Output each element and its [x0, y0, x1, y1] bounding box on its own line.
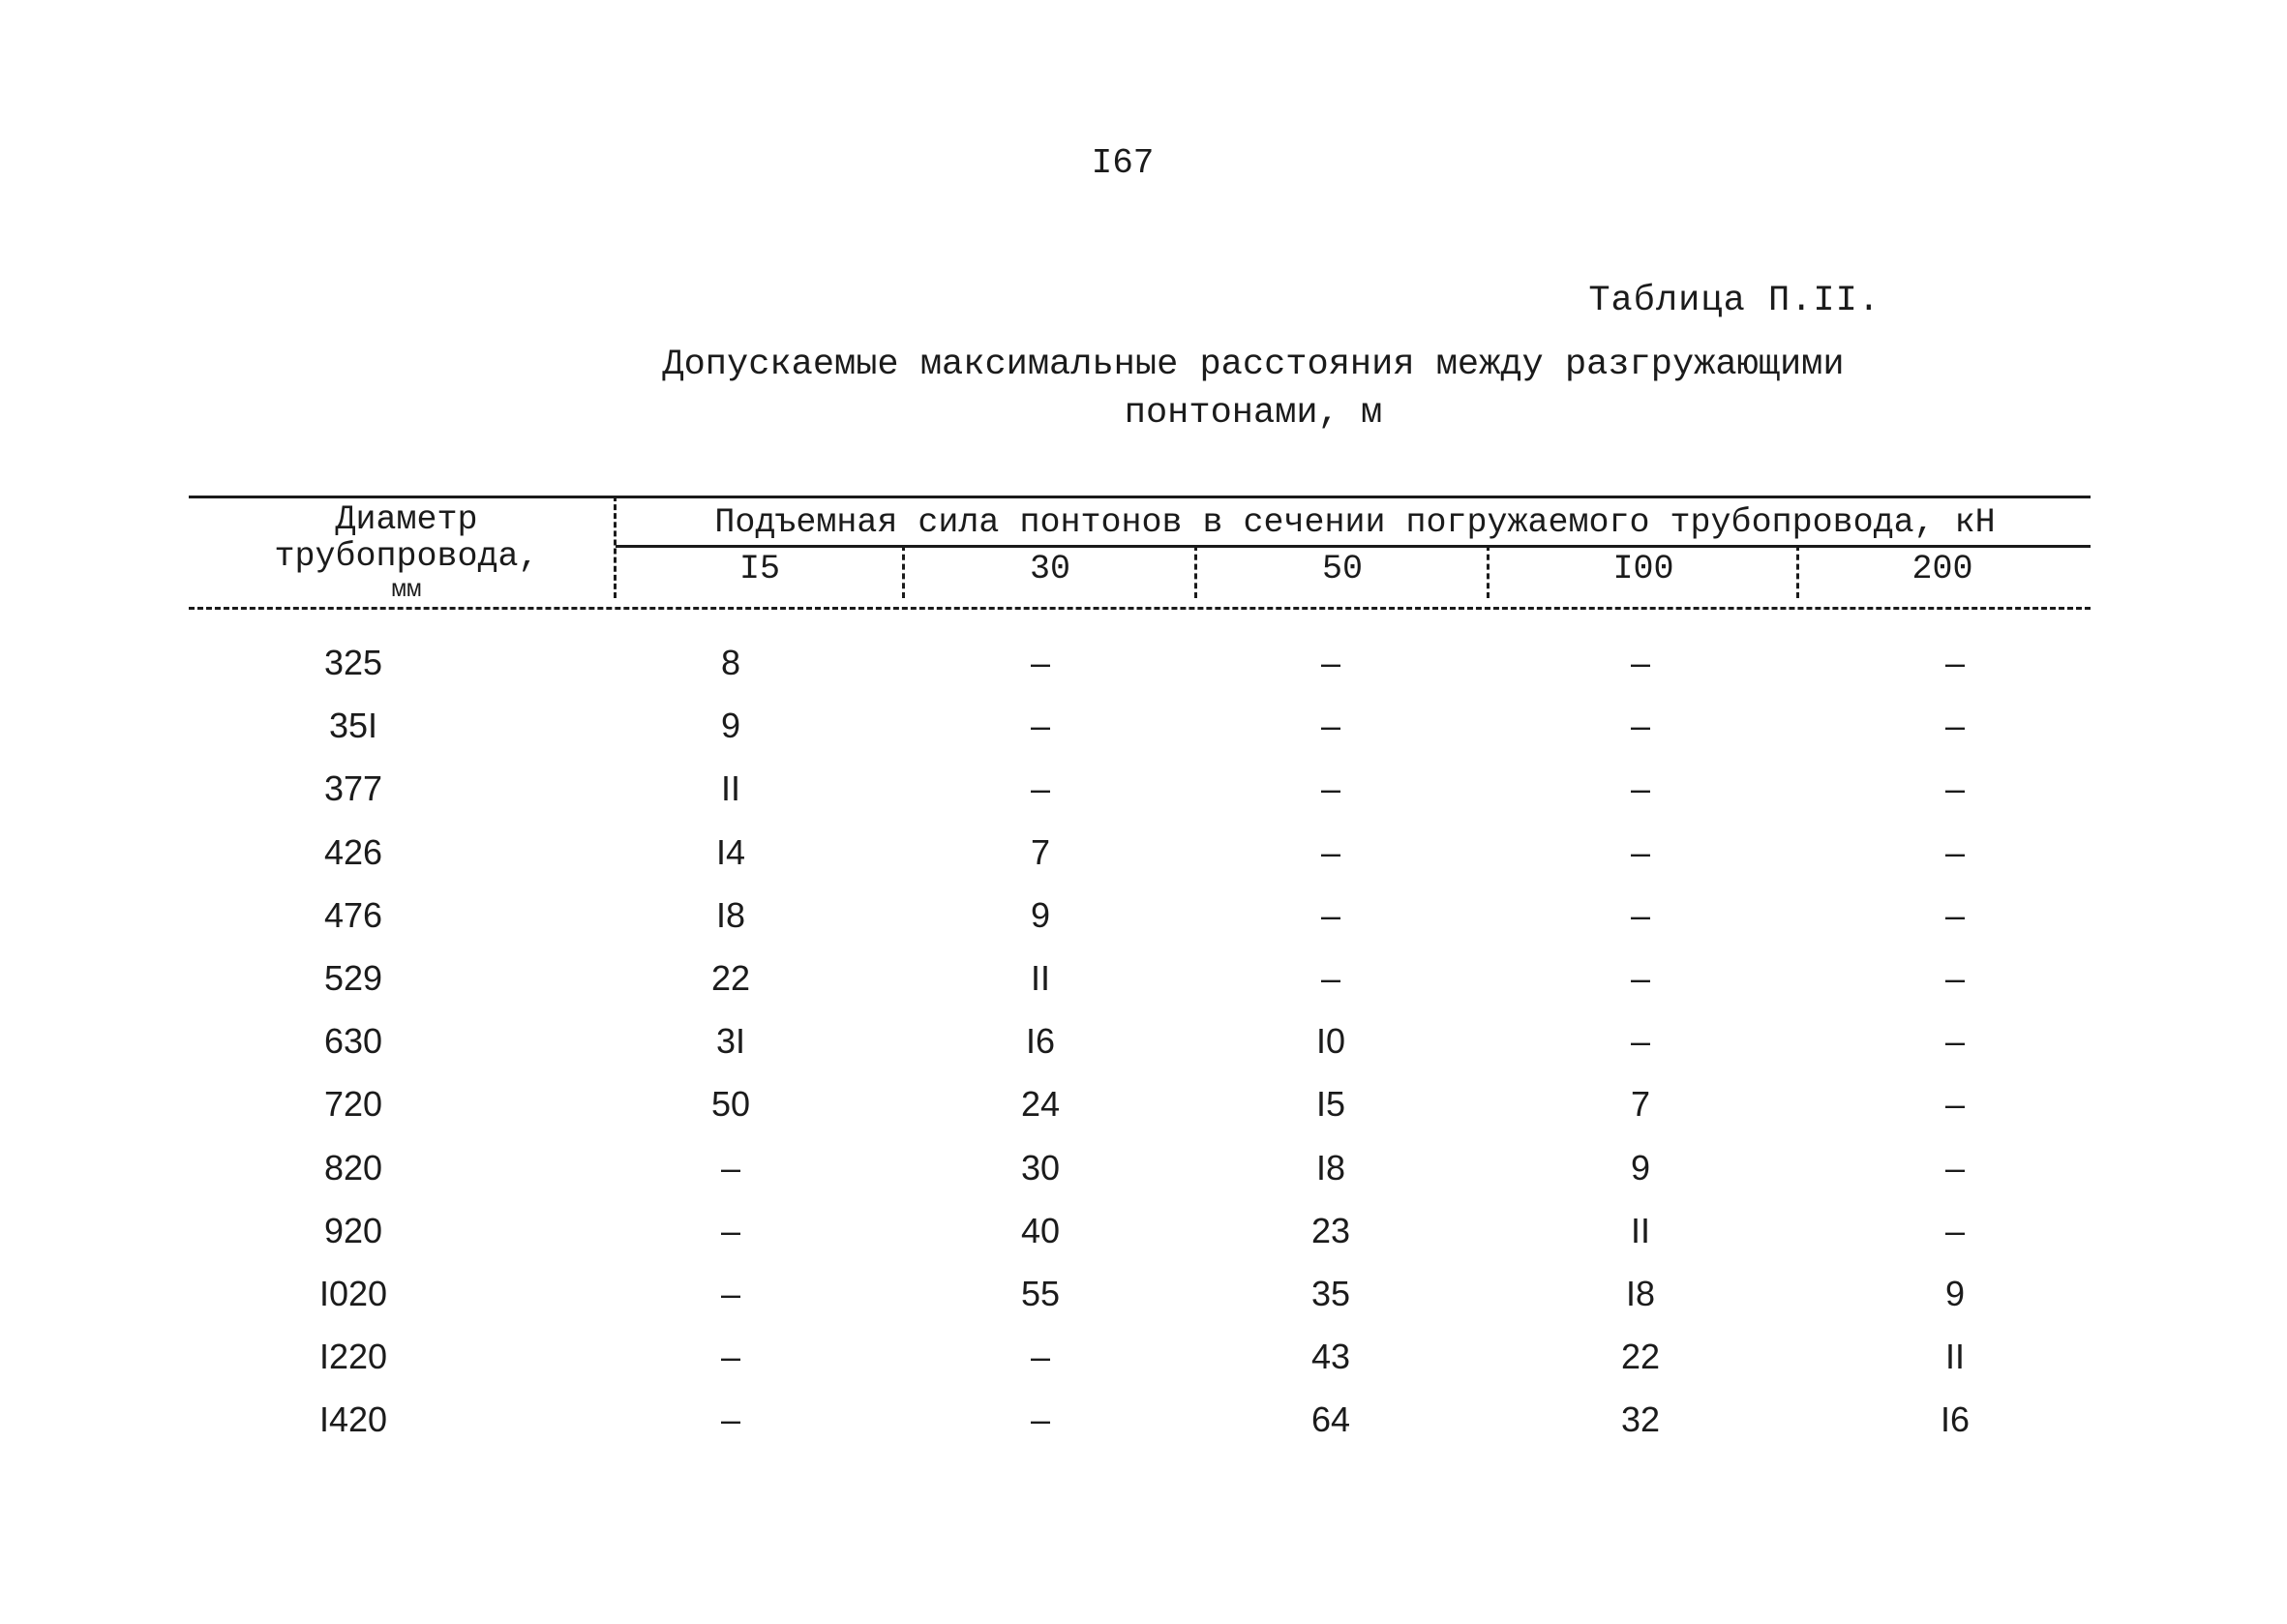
- table-row: [0, 768, 2287, 830]
- value-cell: –: [720, 1337, 741, 1377]
- value-cell: II: [720, 768, 740, 809]
- value-cell: –: [1944, 958, 1966, 998]
- value-cell: –: [1944, 894, 1966, 935]
- rule-bottom: [189, 607, 2091, 610]
- value-cell: –: [720, 1399, 741, 1440]
- header-col-30: 30: [1029, 550, 1070, 588]
- diameter-cell: I420: [318, 1399, 388, 1440]
- value-cell: –: [1030, 1399, 1051, 1440]
- value-cell: –: [1320, 894, 1341, 935]
- value-cell: 32: [1620, 1399, 1661, 1440]
- value-cell: I8: [1315, 1147, 1346, 1188]
- value-cell: –: [1944, 1084, 1966, 1125]
- header-col-15: I5: [738, 550, 780, 588]
- table-title-line1: Допускаемые максимальные расстояния между разгружающими: [662, 345, 1845, 385]
- diameter-cell: 529: [323, 958, 383, 998]
- value-cell: –: [1944, 1147, 1966, 1188]
- table-row: [0, 832, 2287, 894]
- diameter-cell: 426: [323, 831, 383, 872]
- value-cell: 9: [1944, 1274, 1966, 1313]
- header-col-50: 50: [1321, 550, 1363, 588]
- value-cell: –: [1030, 706, 1051, 746]
- header-diameter-unit: мм: [391, 575, 422, 604]
- value-cell: –: [720, 1147, 741, 1188]
- value-cell: 9: [1630, 1147, 1651, 1188]
- value-cell: –: [1630, 643, 1651, 682]
- table-row: [0, 1084, 2287, 1146]
- table-title: [581, 341, 1926, 437]
- value-cell: 23: [1310, 1210, 1351, 1250]
- table-row: [0, 1274, 2287, 1336]
- value-cell: –: [1944, 768, 1966, 809]
- table-row: [0, 1399, 2287, 1461]
- value-cell: –: [1030, 1337, 1051, 1377]
- value-cell: 3I: [715, 1021, 746, 1062]
- value-cell: –: [1944, 831, 1966, 872]
- value-cell: 7: [1030, 831, 1051, 872]
- diameter-cell: 820: [323, 1147, 383, 1188]
- value-cell: 9: [720, 706, 741, 746]
- value-cell: –: [720, 1274, 741, 1313]
- value-cell: 43: [1310, 1337, 1351, 1377]
- value-cell: 35: [1310, 1274, 1351, 1313]
- value-cell: I5: [1315, 1084, 1346, 1125]
- value-cell: –: [1944, 643, 1966, 682]
- value-cell: –: [1320, 831, 1341, 872]
- value-cell: –: [1320, 768, 1341, 809]
- value-cell: 9: [1030, 894, 1051, 935]
- table-row: [0, 1148, 2287, 1210]
- value-cell: I6: [1025, 1021, 1056, 1062]
- value-cell: –: [1630, 706, 1651, 746]
- value-cell: 22: [1620, 1337, 1661, 1377]
- value-cell: –: [1320, 643, 1341, 682]
- value-cell: I0: [1315, 1021, 1346, 1062]
- value-cell: I4: [715, 831, 746, 872]
- header-diameter: [198, 501, 615, 604]
- value-cell: –: [1944, 1021, 1966, 1062]
- column-separator: [1194, 545, 1197, 598]
- table-row: [0, 706, 2287, 767]
- value-cell: 64: [1310, 1399, 1351, 1440]
- header-diameter-label: Диаметр трубопровода,: [274, 500, 539, 576]
- value-cell: –: [1944, 706, 1966, 746]
- value-cell: 7: [1630, 1084, 1651, 1125]
- value-cell: –: [1320, 958, 1341, 998]
- value-cell: II: [1030, 958, 1050, 998]
- value-cell: II: [1630, 1210, 1650, 1250]
- value-cell: –: [1630, 831, 1651, 872]
- value-cell: –: [720, 1210, 741, 1250]
- table-label: Таблица П.II.: [1588, 281, 1881, 321]
- diameter-cell: 377: [323, 768, 383, 809]
- value-cell: –: [1030, 768, 1051, 809]
- value-cell: –: [1030, 643, 1051, 682]
- value-cell: I8: [1625, 1274, 1656, 1313]
- value-cell: –: [1630, 894, 1651, 935]
- header-col-100: I00: [1612, 550, 1674, 588]
- value-cell: I8: [715, 894, 746, 935]
- diameter-cell: 630: [323, 1021, 383, 1062]
- diameter-cell: 920: [323, 1210, 383, 1250]
- diameter-cell: 325: [323, 643, 383, 682]
- value-cell: II: [1944, 1337, 1965, 1377]
- rule-top: [189, 496, 2091, 498]
- value-cell: 40: [1020, 1210, 1061, 1250]
- table-row: [0, 1021, 2287, 1083]
- table-row: [0, 1337, 2287, 1398]
- value-cell: –: [1630, 768, 1651, 809]
- table-row: [0, 958, 2287, 1020]
- table-row: [0, 1211, 2287, 1273]
- value-cell: –: [1320, 706, 1341, 746]
- diameter-cell: I220: [318, 1337, 388, 1377]
- value-cell: 8: [720, 643, 741, 682]
- diameter-cell: 476: [323, 894, 383, 935]
- table-row: [0, 895, 2287, 957]
- value-cell: –: [1944, 1210, 1966, 1250]
- value-cell: 24: [1020, 1084, 1061, 1125]
- diameter-cell: 720: [323, 1084, 383, 1125]
- diameter-cell: 35I: [328, 706, 378, 746]
- column-separator: [1796, 545, 1799, 598]
- table-row: [0, 643, 2287, 705]
- diameter-cell: I020: [318, 1274, 388, 1313]
- value-cell: –: [1630, 1021, 1651, 1062]
- value-cell: I6: [1940, 1399, 1971, 1440]
- rule-mid: [616, 545, 2091, 548]
- value-cell: 30: [1020, 1147, 1061, 1188]
- value-cell: –: [1630, 958, 1651, 998]
- column-separator: [1487, 545, 1490, 598]
- value-cell: 50: [710, 1084, 751, 1125]
- value-cell: 22: [710, 958, 751, 998]
- value-cell: 55: [1020, 1274, 1061, 1313]
- table-title-line2: понтонами, м: [1124, 393, 1383, 434]
- page-number: I67: [1091, 143, 1155, 183]
- header-lift-force: Подъемная сила понтонов в сечении погружаемого трубопровода, кН: [714, 503, 1996, 542]
- header-col-200: 200: [1911, 550, 1973, 588]
- column-separator: [902, 545, 905, 598]
